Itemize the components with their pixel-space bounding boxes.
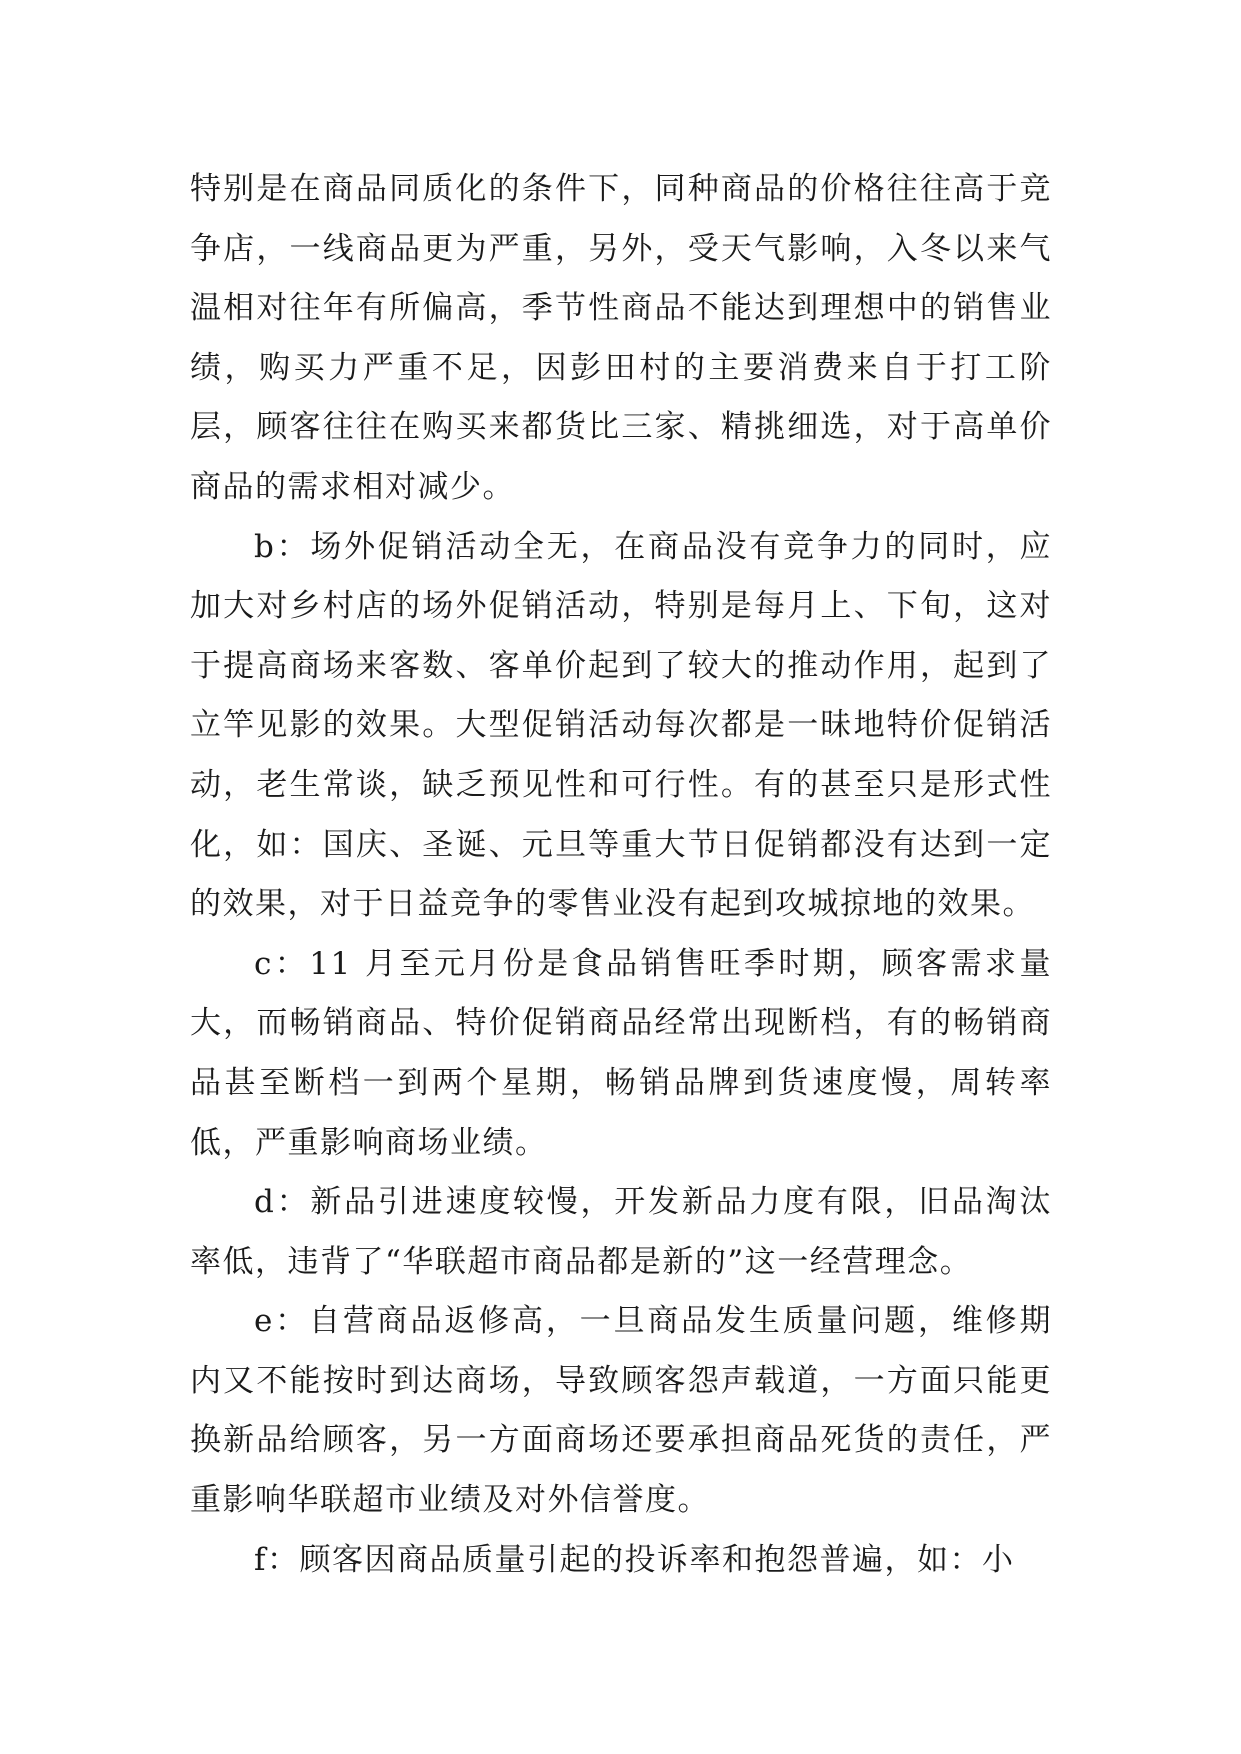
paragraph-e: e：自营商品返修高，一旦商品发生质量问题，维修期内又不能按时到达商场，导致顾客怨声载道，一方面只能更换新品给顾客，另一方面商场还要承担商品死货的责任，严重影响华联超市业绩及对外信誉度。 [190,1303,1052,1519]
paragraph-intro: 特别是在商品同质化的条件下，同种商品的价格往往高于竞争店，一线商品更为严重，另外，受天气影响，入冬以来气温相对往年有所偏高，季节性商品不能达到理想中的销售业绩，购买力严重不足，因彭田村的主要消费来自于打工阶层，顾客往往在购买来都货比三家、精挑细选，对于高单价商品的需求相对减少。 [190,171,1052,505]
paragraph-b: b：场外促销活动全无，在商品没有竞争力的同时，应加大对乡村店的场外促销活动，特别是每月上、下旬，这对于提高商场来客数、客单价起到了较大的推动作用，起到了立竿见影的效果。大型促销活动每次都是一昧地特价促销活动，老生常谈，缺乏预见性和可行性。有的甚至只是形式性化，如：国庆、圣诞、元旦等重大节日促销都没有达到一定的效果，对于日益竞争的零售业没有起到攻城掠地的效果。 [190,528,1052,923]
paragraph-d: d：新品引进速度较慢，开发新品力度有限，旧品淘汰率低，违背了“华联超市商品都是新的”这一经营理念。 [190,1184,1052,1280]
paragraph-c: c：11 月至元月份是食品销售旺季时期，顾客需求量大，而畅销商品、特价促销商品经常出现断档，有的畅销商品甚至断档一到两个星期，畅销品牌到货速度慢，周转率低，严重影响商场业绩。 [190,945,1052,1161]
body-text [190,160,1052,1590]
paragraph-f: f：顾客因商品质量引起的投诉率和抱怨普遍，如：小 [254,1541,1015,1578]
